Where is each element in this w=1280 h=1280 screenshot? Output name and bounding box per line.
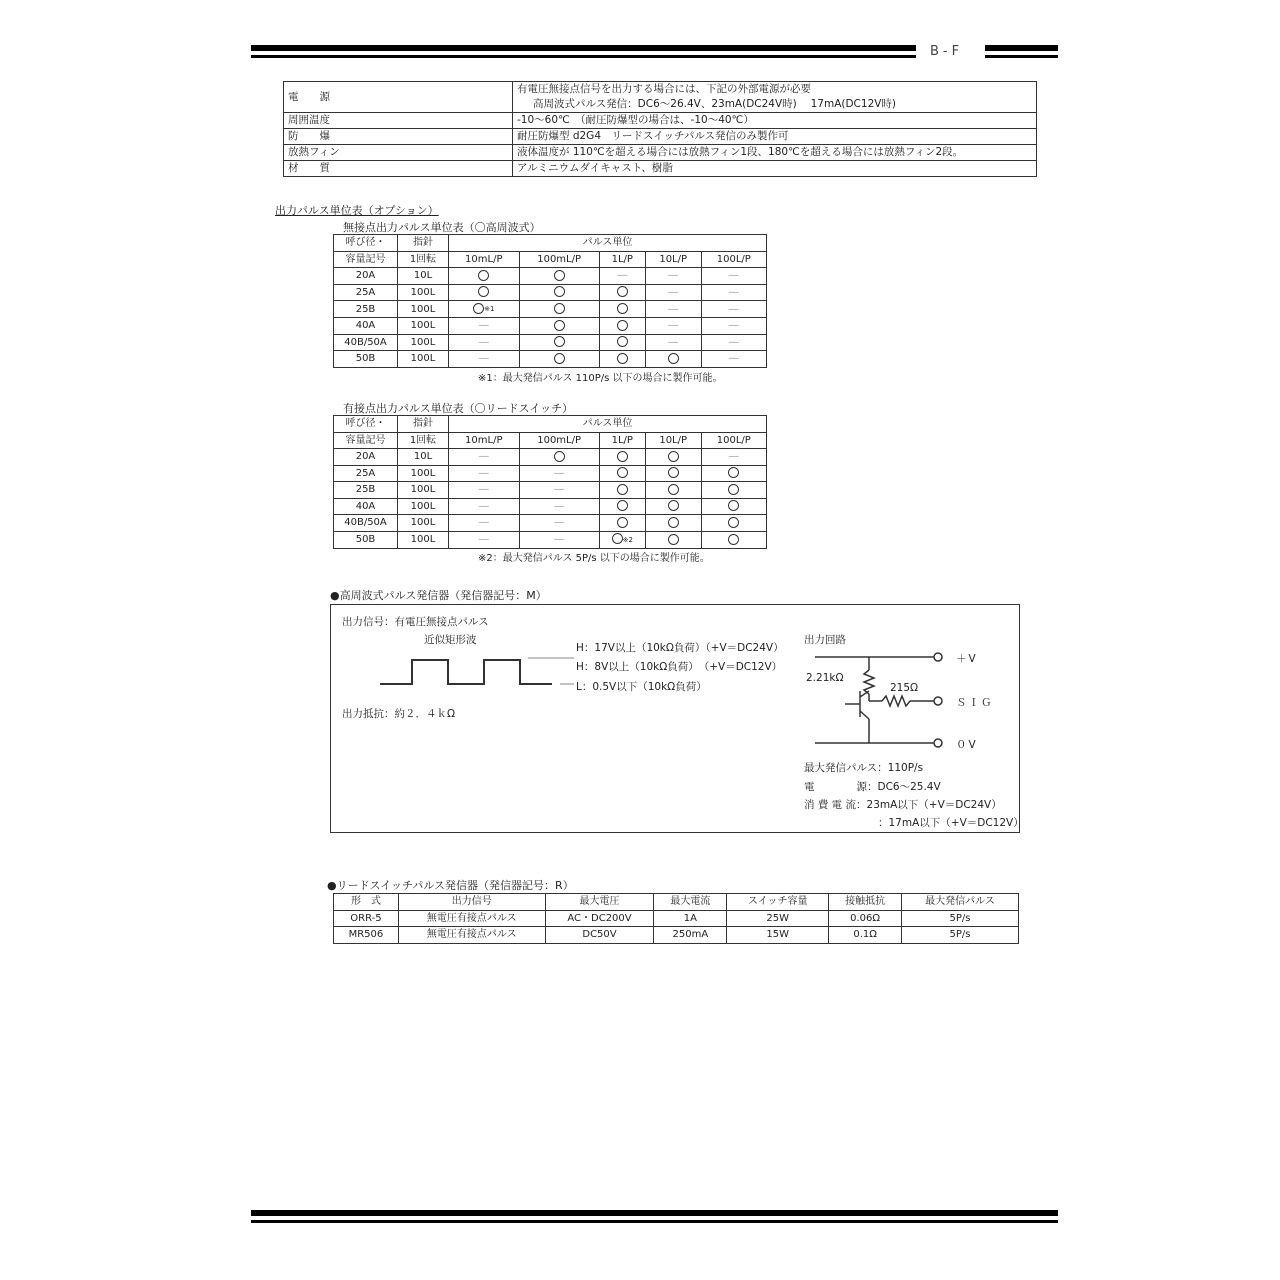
rev-cell: 100L <box>398 301 449 318</box>
circle-mark-icon <box>617 353 628 364</box>
unavailable-cell: ― <box>701 449 766 466</box>
footer-rule-bottom <box>251 1220 1058 1223</box>
unit-header: 10L/P <box>645 251 701 268</box>
unavailable-cell: ― <box>645 301 701 318</box>
table2-title: 有接点出力パルス単位表（〇リードスイッチ） <box>343 402 574 415</box>
circle-mark-icon <box>617 500 628 511</box>
rev-cell: 100L <box>398 318 449 335</box>
size-cell: 20A <box>334 449 398 466</box>
size-header: 呼び径・ <box>334 235 398 252</box>
available-cell: ※1 <box>449 301 520 318</box>
circle-mark-icon <box>612 533 623 544</box>
table1-title: 無接点出力パルス単位表（〇高周波式） <box>343 221 541 234</box>
footer-rule-top <box>251 1210 1058 1216</box>
spec-table <box>283 81 1037 177</box>
table-row <box>334 449 767 466</box>
available-cell <box>645 515 701 532</box>
table-cell: 1A <box>654 910 727 927</box>
unavailable-cell: ― <box>449 351 520 368</box>
unavailable-cell: ― <box>701 268 766 285</box>
circle-mark-icon <box>473 303 484 314</box>
table-row <box>334 910 1019 927</box>
spec-key: 防 爆 <box>284 129 513 145</box>
circle-mark-icon <box>554 286 565 297</box>
rev-cell: 100L <box>398 498 449 515</box>
available-cell <box>519 449 599 466</box>
available-cell <box>599 334 645 351</box>
spec-row <box>284 161 1037 177</box>
unit-header: 10mL/P <box>449 432 520 449</box>
spec-value: 液体温度が 110℃を超える場合には放熱フィン1段、180℃を超える場合には放熱フィン2段。 <box>513 145 1037 161</box>
resistor-r2-label: 215Ω <box>890 682 919 694</box>
resistor-r1-label: 2.21kΩ <box>806 672 844 684</box>
table-header-row <box>334 251 767 268</box>
circle-mark-icon <box>554 451 565 462</box>
available-cell <box>519 284 599 301</box>
circle-mark-icon <box>728 534 739 545</box>
table-cell: MR506 <box>334 927 399 944</box>
available-cell <box>701 498 766 515</box>
circle-mark-icon <box>728 484 739 495</box>
unavailable-cell: ― <box>449 318 520 335</box>
unavailable-cell: ― <box>645 284 701 301</box>
rev-cell: 10L <box>398 449 449 466</box>
circle-mark-icon <box>617 517 628 528</box>
terminal-sig: ＳＩＧ <box>956 697 994 709</box>
circle-mark-icon <box>668 467 679 478</box>
available-cell <box>701 531 766 548</box>
circle-mark-icon <box>554 353 565 364</box>
available-cell <box>701 465 766 482</box>
available-cell <box>599 301 645 318</box>
size-cell: 40A <box>334 498 398 515</box>
unit-header: 1L/P <box>599 432 645 449</box>
table-cell: 5P/s <box>902 927 1019 944</box>
section-title: 出力パルス単位表（オプション） <box>275 204 439 217</box>
pulse-table-hf <box>333 234 767 368</box>
circle-mark-icon <box>478 286 489 297</box>
circle-mark-icon <box>617 484 628 495</box>
available-cell <box>701 482 766 499</box>
table-row <box>334 318 767 335</box>
circuit-spec-max-pulse: 最大発信パルス：110P/s <box>804 762 924 774</box>
available-cell <box>599 482 645 499</box>
circle-mark-icon <box>617 320 628 331</box>
spec-line: 有電圧無接点信号を出力する場合には、下記の外部電源が必要 <box>517 83 811 95</box>
unit-header: 1L/P <box>599 251 645 268</box>
table-cell: 250mA <box>654 927 727 944</box>
rev-header-2: 1回転 <box>398 432 449 449</box>
spec-row <box>284 82 1037 113</box>
size-header-2: 容量記号 <box>334 251 398 268</box>
unavailable-cell: ― <box>645 318 701 335</box>
table1-body <box>334 268 767 368</box>
table-row <box>334 927 1019 944</box>
circle-mark-icon <box>668 484 679 495</box>
table-header-row <box>334 416 767 433</box>
spec-key: 材 質 <box>284 161 513 177</box>
output-signal: 出力信号：有電圧無接点パルス <box>342 616 489 628</box>
col-header: 出力信号 <box>398 894 545 911</box>
reed-spec-table <box>333 893 1019 944</box>
circuit-spec-power: 電 源：DC6～25.4V <box>804 781 941 793</box>
rev-header: 指針 <box>398 235 449 252</box>
unavailable-cell: ― <box>449 449 520 466</box>
available-cell <box>519 351 599 368</box>
rev-cell: 100L <box>398 531 449 548</box>
table-row <box>334 482 767 499</box>
spec-key: 電 源 <box>284 82 513 113</box>
size-cell: 40B/50A <box>334 515 398 532</box>
terminal-0v: ０V <box>956 739 978 751</box>
unavailable-cell: ― <box>701 334 766 351</box>
table-row <box>334 301 767 318</box>
table2-body <box>334 449 767 549</box>
circle-mark-icon <box>668 500 679 511</box>
size-cell: 25A <box>334 465 398 482</box>
col-header: 形 式 <box>334 894 399 911</box>
circuit-spec-current-24v: 消 費 電 流：23mA以下（+V＝DC24V） <box>804 799 1002 811</box>
size-cell: 40A <box>334 318 398 335</box>
unit-header: 100L/P <box>701 251 766 268</box>
circle-mark-icon <box>728 500 739 511</box>
available-cell <box>599 318 645 335</box>
unavailable-cell: ― <box>449 465 520 482</box>
unit-header: 10L/P <box>645 432 701 449</box>
unavailable-cell: ― <box>645 334 701 351</box>
circle-mark-icon <box>617 336 628 347</box>
spec-key: 周囲温度 <box>284 113 513 129</box>
circle-mark-icon <box>554 303 565 314</box>
available-cell <box>449 268 520 285</box>
rev-cell: 100L <box>398 284 449 301</box>
reed-section-title: ●リードスイッチパルス発信器（発信器記号：R） <box>327 879 574 892</box>
available-cell <box>645 498 701 515</box>
size-cell: 25B <box>334 482 398 499</box>
table-cell: 5P/s <box>902 910 1019 927</box>
circle-mark-icon <box>617 303 628 314</box>
table-cell: ORR-5 <box>334 910 399 927</box>
spec-value: 耐圧防爆型 d2G4 リードスイッチパルス発信のみ製作可 <box>513 129 1037 145</box>
table-row <box>334 531 767 548</box>
output-resistance: 出力抵抗：約２．４ｋΩ <box>342 708 456 720</box>
available-cell <box>599 498 645 515</box>
unavailable-cell: ― <box>449 334 520 351</box>
available-cell: ※2 <box>599 531 645 548</box>
circle-mark-icon <box>668 517 679 528</box>
unavailable-cell: ― <box>645 268 701 285</box>
available-cell <box>449 284 520 301</box>
page-label: B-F <box>930 44 964 59</box>
available-cell <box>519 318 599 335</box>
unavailable-cell: ― <box>519 482 599 499</box>
available-cell <box>599 465 645 482</box>
available-cell <box>599 449 645 466</box>
table-row <box>334 334 767 351</box>
header-rule-top <box>251 45 916 51</box>
spec-row <box>284 145 1037 161</box>
rev-cell: 100L <box>398 465 449 482</box>
rev-cell: 10L <box>398 268 449 285</box>
size-cell: 20A <box>334 268 398 285</box>
table-cell: AC・DC200V <box>545 910 654 927</box>
hf-section-title: ●高周波式パルス発信器（発信器記号：M） <box>330 589 547 602</box>
table-header-row <box>334 894 1019 911</box>
unavailable-cell: ― <box>701 351 766 368</box>
high-level-24v: H：17V以上（10kΩ負荷）（+V＝DC24V） <box>576 642 784 654</box>
circle-mark-icon <box>554 336 565 347</box>
unavailable-cell: ― <box>519 531 599 548</box>
circle-mark-icon <box>617 451 628 462</box>
table-row <box>334 351 767 368</box>
unit-group-header: パルス単位 <box>449 235 767 252</box>
spec-key: 放熱フィン <box>284 145 513 161</box>
table-header-row <box>334 432 767 449</box>
circuit-spec-current-12v: ：17mA以下（+V＝DC12V） <box>878 817 1024 829</box>
spec-row <box>284 129 1037 145</box>
unavailable-cell: ― <box>449 515 520 532</box>
rev-header-2: 1回転 <box>398 251 449 268</box>
header-rule-right-2 <box>985 55 1058 58</box>
unavailable-cell: ― <box>701 284 766 301</box>
available-cell <box>599 284 645 301</box>
table-row <box>334 268 767 285</box>
pulse-table-reed <box>333 415 767 549</box>
table-cell: 0.1Ω <box>829 927 902 944</box>
unavailable-cell: ― <box>449 498 520 515</box>
circle-mark-icon <box>668 353 679 364</box>
circle-mark-icon <box>478 270 489 281</box>
table-row <box>334 465 767 482</box>
unit-header: 100mL/P <box>519 432 599 449</box>
size-cell: 50B <box>334 351 398 368</box>
table-cell: DC50V <box>545 927 654 944</box>
col-header: 接触抵抗 <box>829 894 902 911</box>
rev-header: 指針 <box>398 416 449 433</box>
unavailable-cell: ― <box>519 515 599 532</box>
unit-group-header: パルス単位 <box>449 416 767 433</box>
rev-cell: 100L <box>398 482 449 499</box>
header-rule-bottom <box>251 55 916 58</box>
unavailable-cell: ― <box>701 301 766 318</box>
header-rule-right <box>985 45 1058 51</box>
available-cell <box>645 449 701 466</box>
unit-header: 100L/P <box>701 432 766 449</box>
circle-mark-icon <box>728 467 739 478</box>
pulse-waveform <box>378 648 578 698</box>
available-cell <box>701 515 766 532</box>
spec-line: 高周波式パルス発信：DC6～26.4V、23mA(DC24V時) 17mA(DC12V時) <box>533 98 897 110</box>
col-header: 最大電圧 <box>545 894 654 911</box>
circle-mark-icon <box>554 320 565 331</box>
size-cell: 50B <box>334 531 398 548</box>
circle-mark-icon <box>668 534 679 545</box>
available-cell <box>599 351 645 368</box>
rev-cell: 100L <box>398 351 449 368</box>
spec-value <box>513 82 1037 113</box>
size-header: 呼び径・ <box>334 416 398 433</box>
available-cell <box>645 465 701 482</box>
unit-header: 100mL/P <box>519 251 599 268</box>
table-cell: 無電圧有接点パルス <box>398 910 545 927</box>
unavailable-cell: ― <box>449 531 520 548</box>
available-cell <box>599 515 645 532</box>
available-cell <box>645 531 701 548</box>
available-cell <box>645 351 701 368</box>
spec-row <box>284 113 1037 129</box>
table-cell: 無電圧有接点パルス <box>398 927 545 944</box>
output-circuit-diagram <box>800 645 950 755</box>
available-cell <box>519 334 599 351</box>
unit-header: 10mL/P <box>449 251 520 268</box>
size-header-2: 容量記号 <box>334 432 398 449</box>
high-level-12v: H：8V以上（10kΩ負荷） （+V＝DC12V） <box>576 661 783 673</box>
spec-value: -10～60℃ （耐圧防爆型の場合は、-10～40℃） <box>513 113 1037 129</box>
col-header: 最大発信パルス <box>902 894 1019 911</box>
circuit-title: 出力回路 <box>804 634 846 646</box>
spec-value: アルミニウムダイキャスト、樹脂 <box>513 161 1037 177</box>
unavailable-cell: ― <box>599 268 645 285</box>
unavailable-cell: ― <box>519 465 599 482</box>
rev-cell: 100L <box>398 334 449 351</box>
table-row <box>334 498 767 515</box>
rev-cell: 100L <box>398 515 449 532</box>
circle-mark-icon <box>617 467 628 478</box>
col-header: スイッチ容量 <box>727 894 829 911</box>
circle-mark-icon <box>728 517 739 528</box>
low-level: L：0.5V以下（10kΩ負荷） <box>576 681 707 693</box>
unavailable-cell: ― <box>519 498 599 515</box>
col-header: 最大電流 <box>654 894 727 911</box>
table-cell: 15W <box>727 927 829 944</box>
available-cell <box>519 268 599 285</box>
size-cell: 25A <box>334 284 398 301</box>
circle-mark-icon <box>554 270 565 281</box>
table2-note: ※2：最大発信パルス 5P/s 以下の場合に製作可能。 <box>478 553 710 564</box>
waveform-label: 近似矩形波 <box>424 634 477 646</box>
table-row <box>334 515 767 532</box>
table1-note: ※1：最大発信パルス 110P/s 以下の場合に製作可能。 <box>478 373 723 384</box>
available-cell <box>645 482 701 499</box>
size-cell: 25B <box>334 301 398 318</box>
size-cell: 40B/50A <box>334 334 398 351</box>
available-cell <box>519 301 599 318</box>
table-cell: 0.06Ω <box>829 910 902 927</box>
table-cell: 25W <box>727 910 829 927</box>
circle-mark-icon <box>617 286 628 297</box>
terminal-plus-v: ＋V <box>956 653 978 665</box>
unavailable-cell: ― <box>701 318 766 335</box>
table-header-row <box>334 235 767 252</box>
table-row <box>334 284 767 301</box>
unavailable-cell: ― <box>449 482 520 499</box>
circle-mark-icon <box>668 451 679 462</box>
